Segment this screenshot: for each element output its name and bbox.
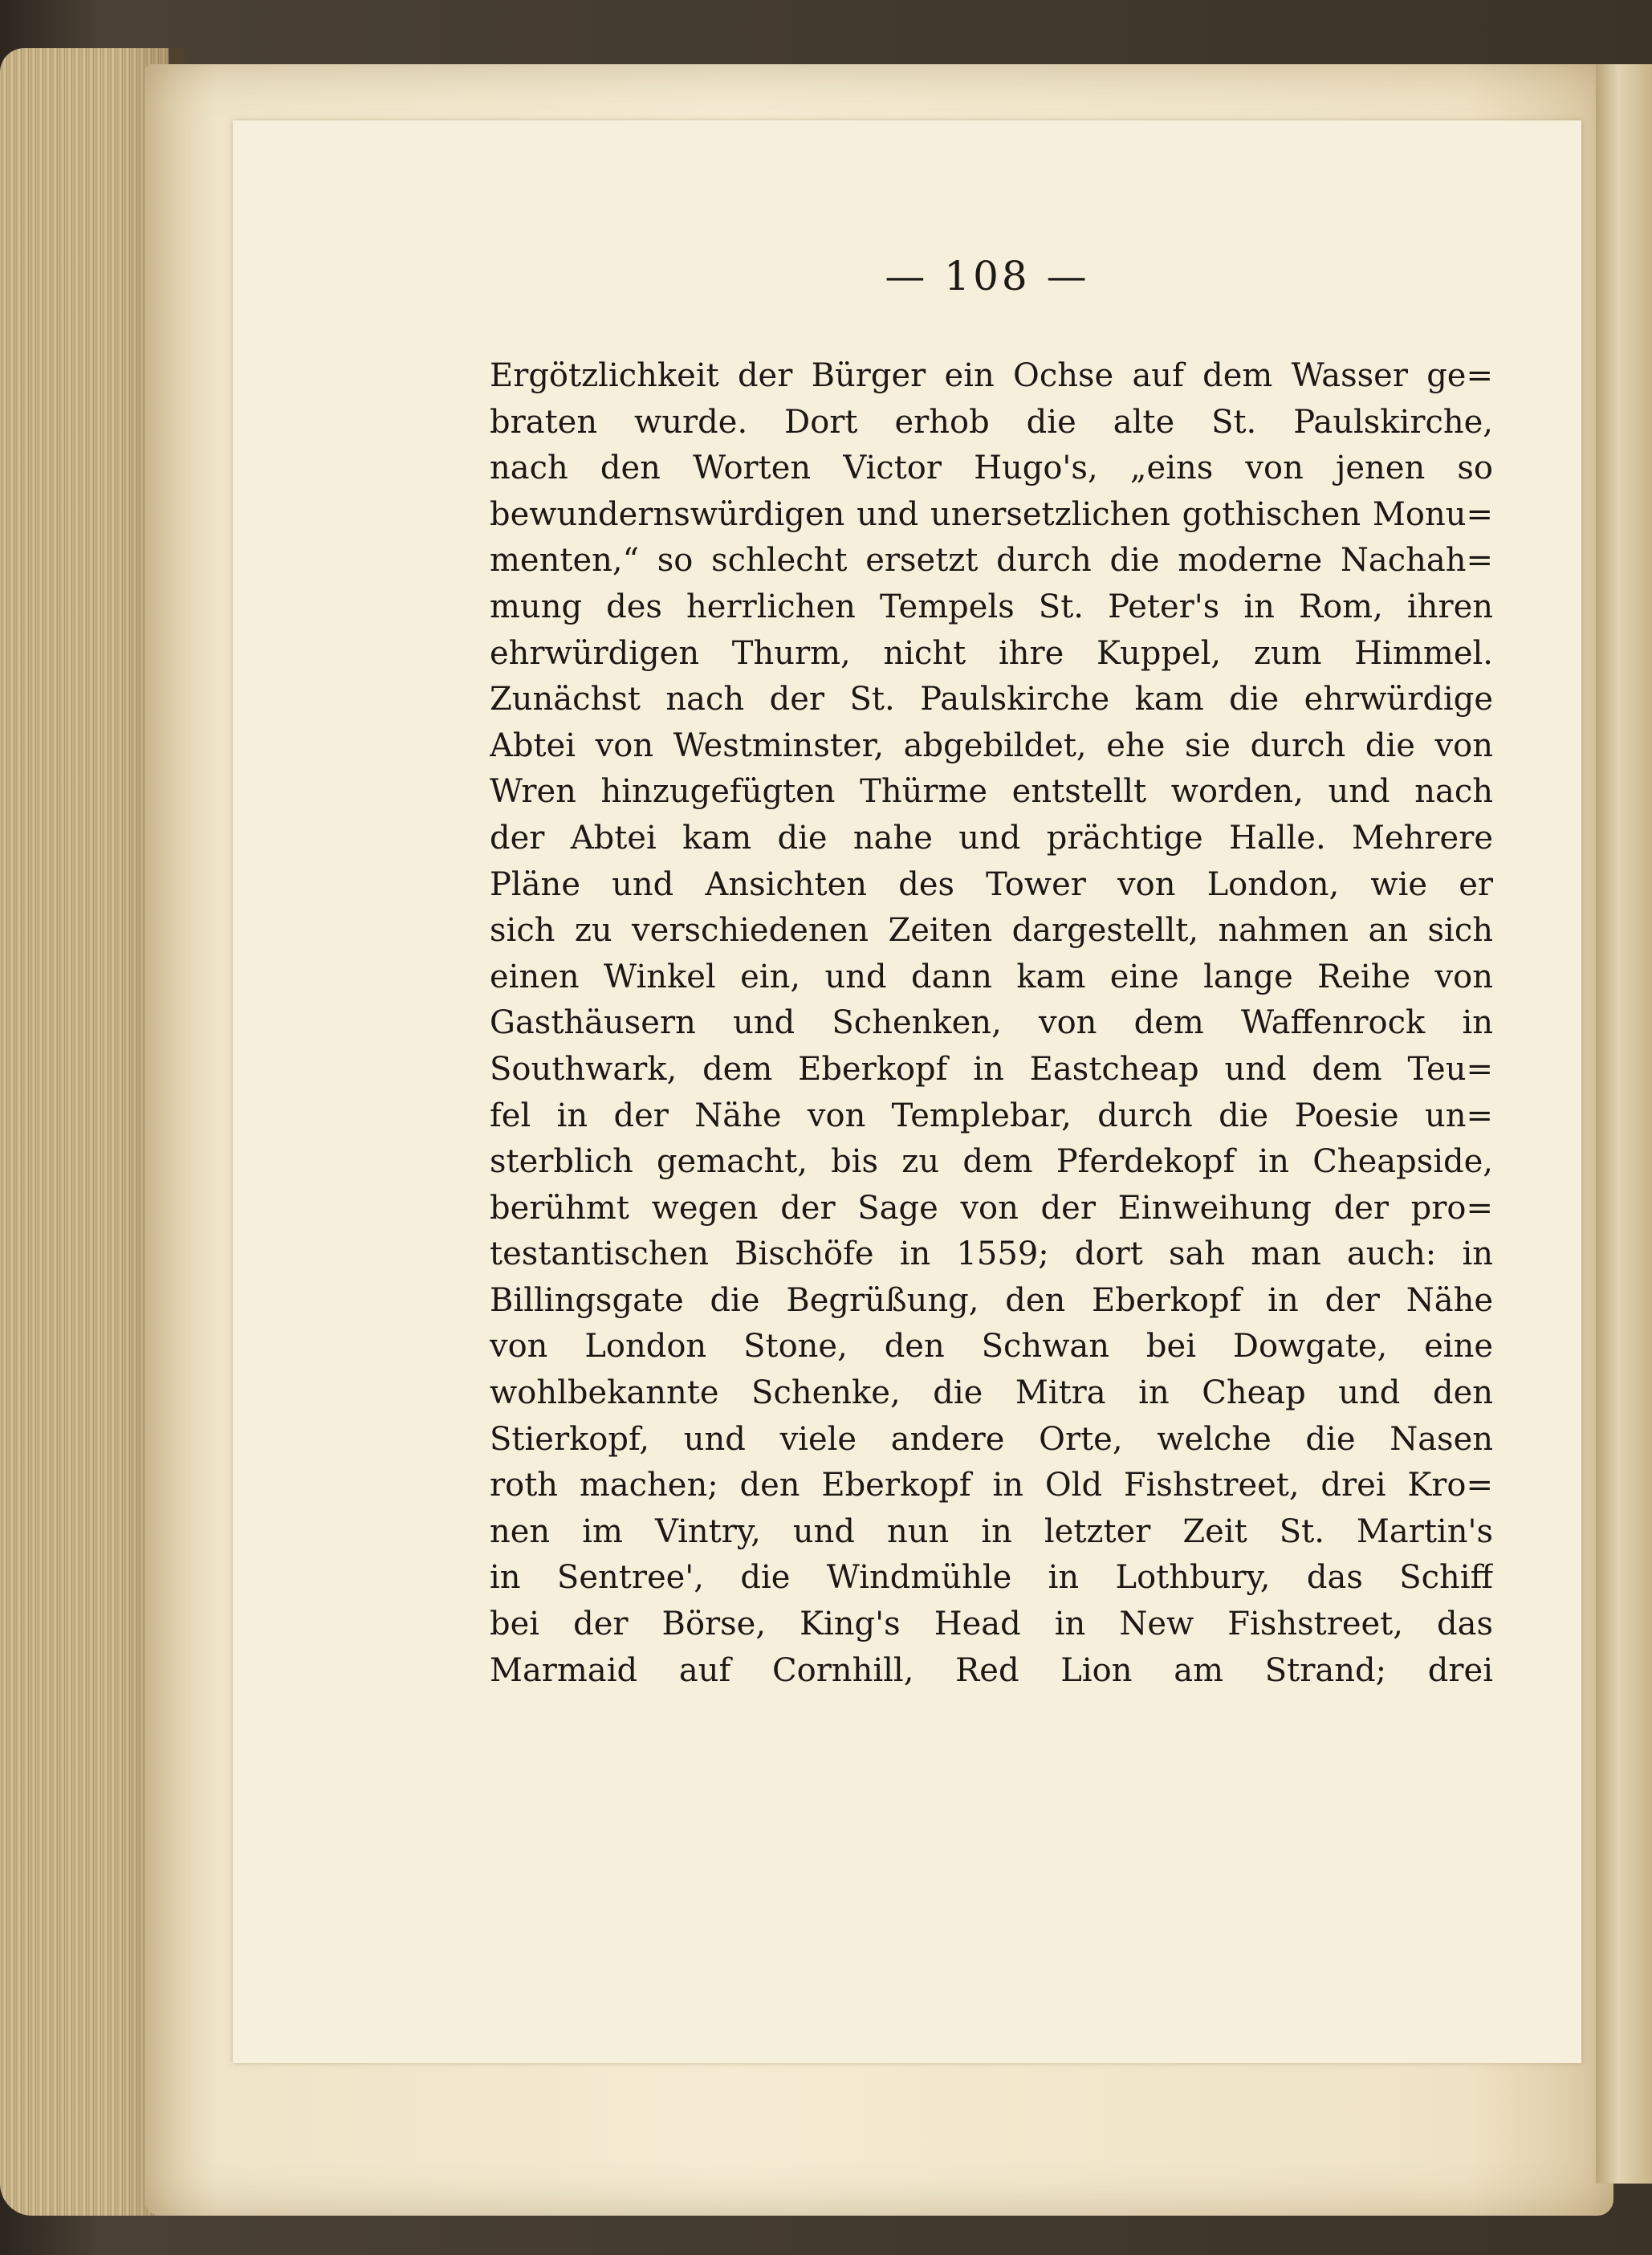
text-line: Wren hinzugefügten Thürme entstellt worden, und nach [490, 773, 1493, 811]
text-line: Abtei von Westminster, abgebildet, ehe sie durch die von [490, 727, 1493, 764]
text-line: Stierkopf, und viele andere Orte, welche die Nasen [490, 1420, 1493, 1458]
page-number: — 108 — [885, 253, 1090, 299]
text-line: sterblich gemacht, bis zu dem Pferdekopf in Cheapside, [490, 1143, 1493, 1181]
text-line: sich zu verschiedenen Zeiten dargestellt, nahmen an sich [490, 912, 1493, 950]
text-line: berühmt wegen der Sage von der Einweihung der pro= [490, 1189, 1493, 1227]
text-line: wohlbekannte Schenke, die Mitra in Cheap und den [490, 1374, 1493, 1412]
text-line: mung des herrlichen Tempels St. Peter's in Rom, ihren [490, 588, 1493, 625]
text-line: Gasthäusern und Schenken, von dem Waffenrock in [490, 1004, 1493, 1042]
text-line: in Sentree', die Windmühle in Lothbury, das Schiff [490, 1559, 1493, 1597]
text-line: bewundernswürdigen und unersetzlichen gothischen Monu= [490, 495, 1493, 533]
text-line: roth machen; den Eberkopf in Old Fishstreet, drei Kro= [490, 1467, 1493, 1504]
text-line: Zunächst nach der St. Paulskirche kam die ehrwürdige [490, 681, 1493, 718]
text-line: menten,“ so schlecht ersetzt durch die moderne Nachah= [490, 542, 1493, 580]
text-line: Southwark, dem Eberkopf in Eastcheap und dem Teu= [490, 1050, 1493, 1088]
body-text [490, 353, 1493, 1694]
text-line: Ergötzlichkeit der Bürger ein Ochse auf dem Wasser ge= [490, 357, 1493, 394]
text-line: nen im Vintry, und nun in letzter Zeit St. Martin's [490, 1512, 1493, 1550]
text-line: der Abtei kam die nahe und prächtige Halle. Mehrere [490, 819, 1493, 857]
text-line: Billingsgate die Begrüßung, den Eberkopf in der Nähe [490, 1281, 1493, 1319]
text-line: Marmaid auf Cornhill, Red Lion am Strand; drei [490, 1651, 1493, 1689]
text-line: bei der Börse, King's Head in New Fishstreet, das [490, 1606, 1493, 1643]
text-line: einen Winkel ein, und dann kam eine lange Reihe von [490, 958, 1493, 995]
facing-page-edge [1596, 64, 1652, 2184]
text-line: braten wurde. Dort erhob die alte St. Paulskirche, [490, 403, 1493, 441]
text-line: von London Stone, den Schwan bei Dowgate, eine [490, 1328, 1493, 1366]
text-line: fel in der Nähe von Templebar, durch die Poesie un= [490, 1097, 1493, 1134]
text-line: testantischen Bischöfe in 1559; dort sah man auch: in [490, 1235, 1493, 1273]
text-line: ehrwürdigen Thurm, nicht ihre Kuppel, zum Himmel. [490, 634, 1493, 672]
text-line: Pläne und Ansichten des Tower von London, wie er [490, 865, 1493, 903]
text-line: nach den Worten Victor Hugo's, „eins von jenen so [490, 450, 1493, 487]
